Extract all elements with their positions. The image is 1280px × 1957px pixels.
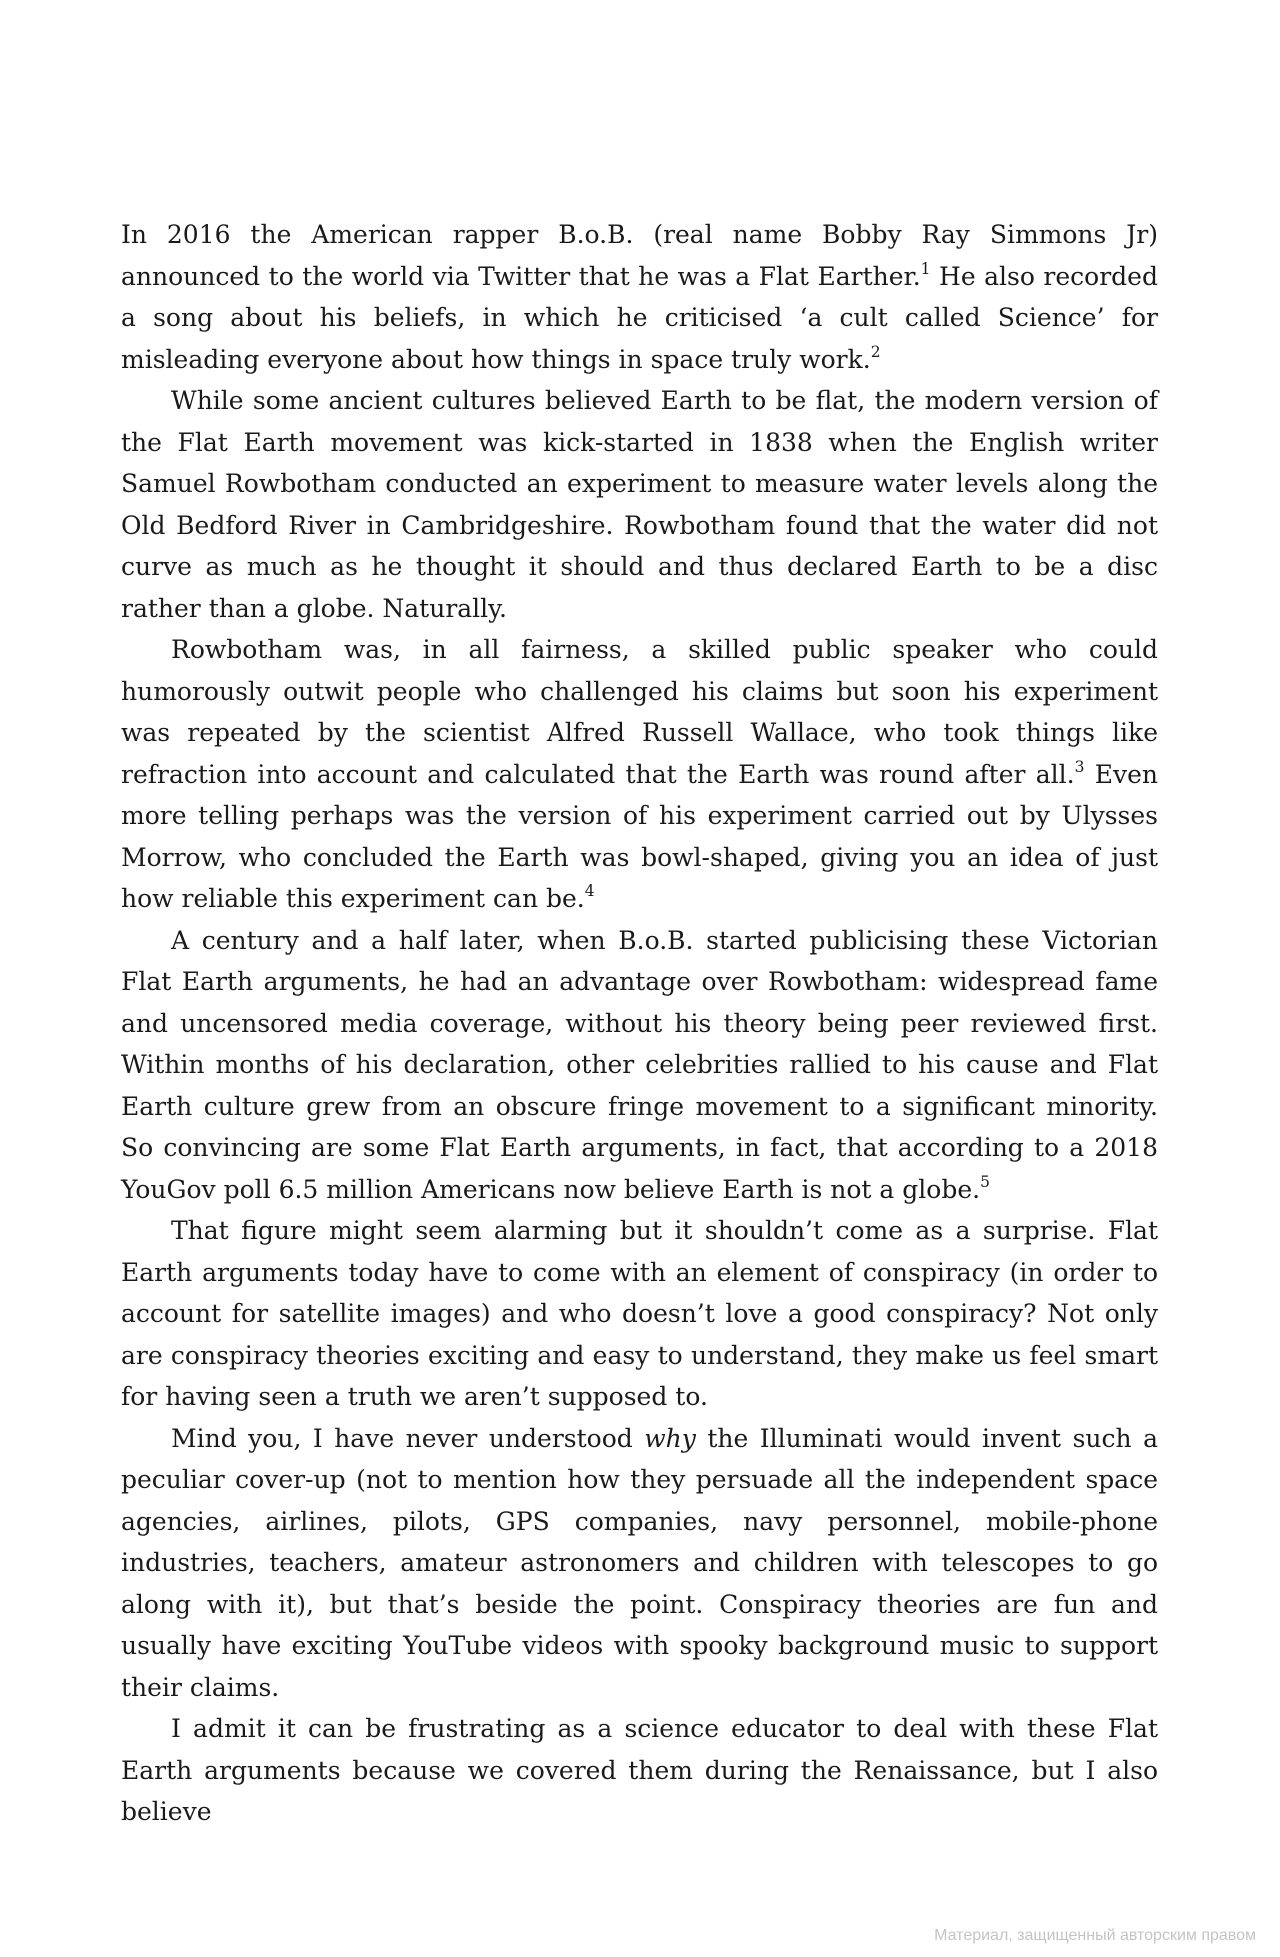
paragraph <box>121 629 1158 920</box>
text-run: Mind you, I have never understood <box>171 1423 645 1453</box>
paragraph <box>121 920 1158 1211</box>
footnote-marker: 3 <box>1074 757 1085 776</box>
text-run: A century and a half later, when B.o.B. started publicising these Victorian Flat Earth arguments, he had an advantage over Rowbotham: widespread fame and uncensored media coverage, without his theory being peer reviewed first. Within months of his declaration, other celebrities rallied to his cause and Flat Earth culture grew from an obscure fringe movement to a significant minority. So convincing are some Flat Earth arguments, in fact, that according to a 2018 YouGov poll 6.5 million Americans now believe Earth is not a globe. <box>121 925 1158 1204</box>
emphasis-text: why <box>644 1423 696 1453</box>
footnote-marker: 5 <box>980 1172 990 1191</box>
text-run: That figure might seem alarming but it shouldn’t come as a surprise. Flat Earth arguments today have to come with an element of conspiracy (in order to account for satellite images) and who doesn’t love a good conspiracy? Not only are conspiracy theories exciting and easy to understand, they make us feel smart for having seen a truth we aren’t supposed to. <box>121 1216 1158 1411</box>
footnote-marker: 1 <box>920 259 931 278</box>
text-run: In 2016 the American rapper B.o.B. (real name Bobby Ray Simmons Jr) announced to the world via Twitter that he was a Flat Earther. <box>121 220 1158 291</box>
book-page-body <box>121 214 1158 1833</box>
footnote-marker: 2 <box>870 342 881 361</box>
footnote-marker: 4 <box>584 882 595 901</box>
paragraph <box>121 1708 1158 1833</box>
paragraph <box>121 214 1158 380</box>
copyright-watermark: Материал, защищенный авторским правом <box>934 1927 1256 1944</box>
text-run: Even more telling perhaps was the version of his experiment carried out by Ulysses Morrow, who concluded the Earth was bowl-shaped, giving you an idea of just how reliable this experiment can be. <box>121 759 1158 913</box>
text-run: Rowbotham was, in all fairness, a skilled public speaker who could humorously outwit people who challenged his claims but soon his experiment was repeated by the scientist Alfred Russell Wallace, who took things like refraction into account and calculated that the Earth was round after all. <box>121 635 1158 789</box>
paragraph <box>121 380 1158 629</box>
text-run: the Illuminati would invent such a peculiar cover-up (not to mention how they persuade all the independent space agencies, airlines, pilots, GPS companies, navy personnel, mobile-phone industries, teachers, amateur astronomers and children with telescopes to go along with it), but that’s beside the point. Conspiracy theories are fun and usually have exciting YouTube videos with spooky background music to support their claims. <box>121 1423 1158 1702</box>
text-run: He also recorded a song about his beliefs, in which he criticised ‘a cult called Science’ for misleading everyone about how things in space truly work. <box>121 261 1158 374</box>
paragraph <box>121 1210 1158 1418</box>
text-run: I admit it can be frustrating as a science educator to deal with these Flat Earth arguments because we covered them during the Renaissance, but I also believe <box>121 1714 1158 1826</box>
text-run: While some ancient cultures believed Earth to be flat, the modern version of the Flat Earth movement was kick-started in 1838 when the English writer Samuel Rowbotham conducted an experiment to measure water levels along the Old Bedford River in Cambridgeshire. Rowbotham found that the water did not curve as much as he thought it should and thus declared Earth to be a disc rather than a globe. Naturally. <box>121 386 1158 623</box>
paragraph <box>121 1418 1158 1709</box>
